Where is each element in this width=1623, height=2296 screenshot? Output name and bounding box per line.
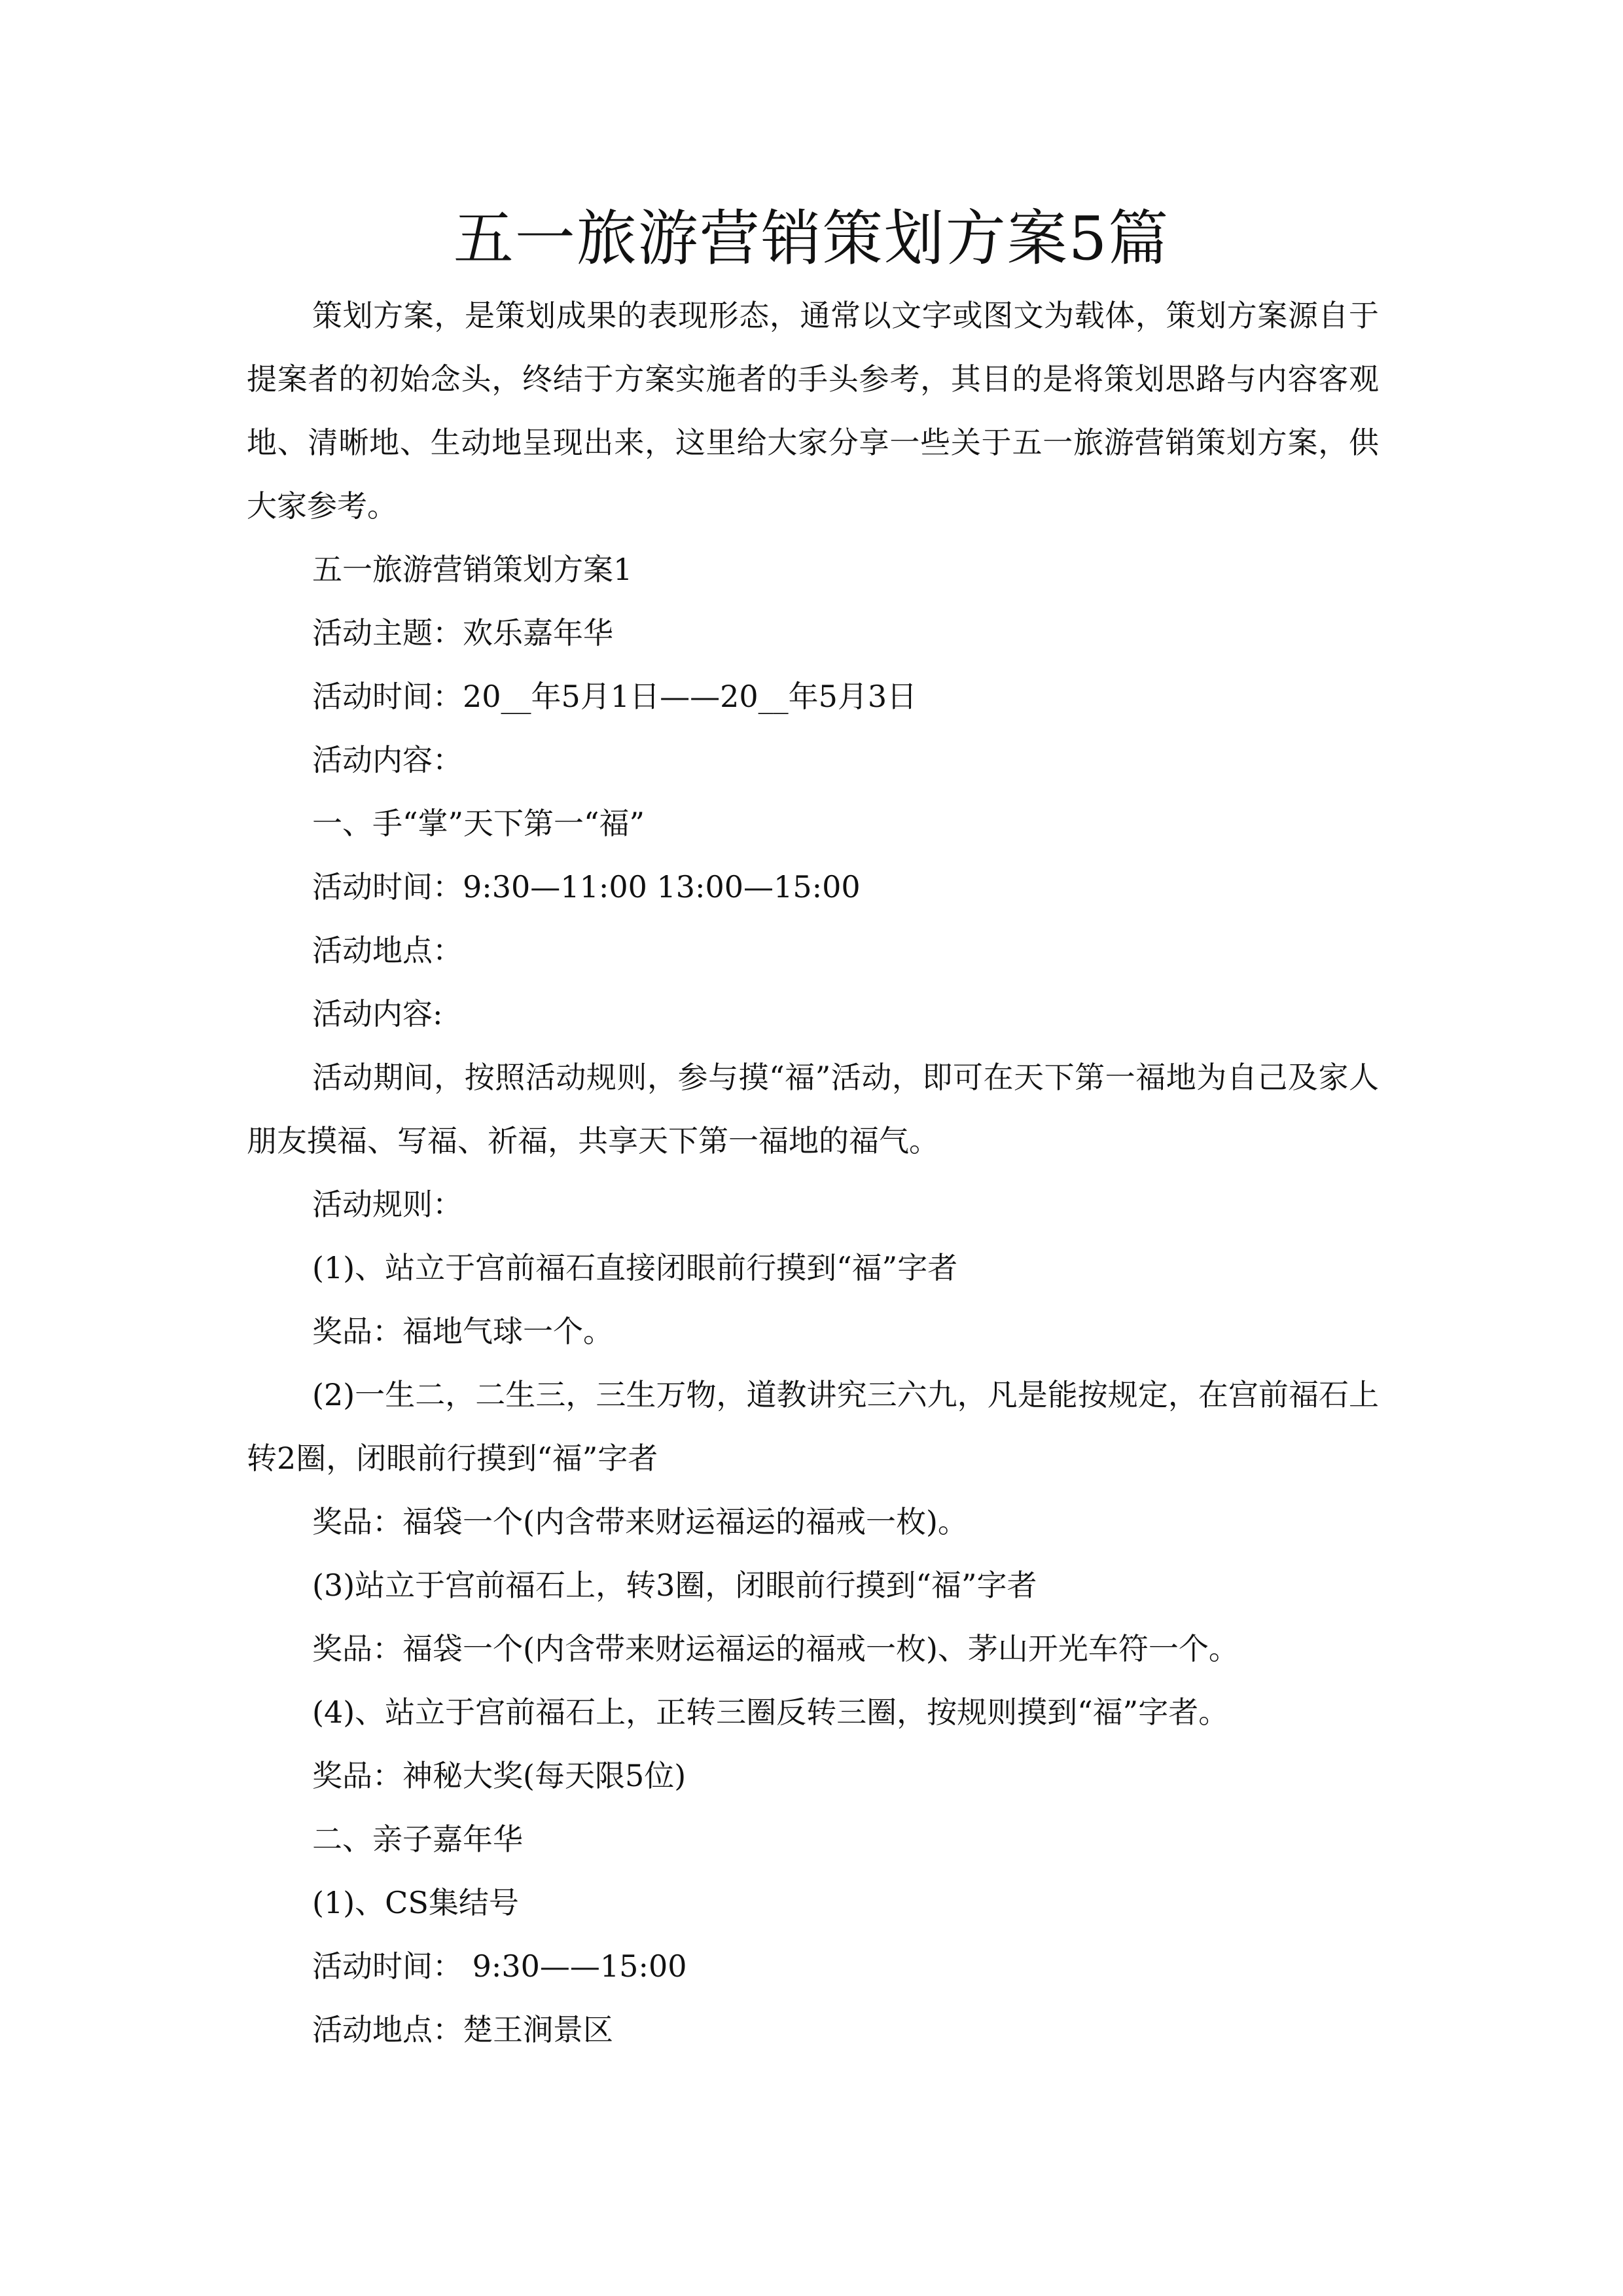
activity-rules-label: 活动规则：	[312, 1187, 463, 1222]
document-title: 五一旅游营销策划方案5篇	[453, 204, 1170, 274]
activity-location-2: 活动地点：楚王涧景区	[312, 2012, 613, 2047]
subsection-heading-1: 一、手“掌”天下第一“福”	[312, 806, 645, 841]
activity-theme: 活动主题：欢乐嘉年华	[312, 615, 613, 651]
rule-2: (2)一生二，二生三，三生万物，道教讲究三六九，凡是能按规定，在宫前福石上转2圈，闭眼前行摸到“福”字者	[247, 1377, 1379, 1476]
prize-4: 奖品：神秘大奖(每天限5位)	[312, 1758, 687, 1793]
activity-time: 活动时间：20__年5月1日——20__年5月3日	[312, 679, 918, 714]
activity-description-1: 活动期间，按照活动规则，参与摸“福”活动，即可在天下第一福地为自己及家人朋友摸福、写福、祈福，共享天下第一福地的福气。	[247, 1060, 1379, 1158]
rule-3: (3)站立于宫前福石上，转3圈，闭眼前行摸到“福”字者	[312, 1568, 1037, 1603]
prize-1: 奖品：福地气球一个。	[312, 1314, 613, 1349]
activity-content-1: 活动内容:	[312, 996, 443, 1031]
activity-content-label: 活动内容：	[312, 742, 463, 778]
subitem-cs: (1)、CS集结号	[312, 1885, 519, 1920]
activity-location-1: 活动地点：	[312, 933, 463, 968]
activity-time-1: 活动时间：9:30—11:00 13:00—15:00	[312, 869, 861, 905]
rule-1: (1)、站立于宫前福石直接闭眼前行摸到“福”字者	[312, 1250, 958, 1285]
document-body	[247, 284, 1379, 2062]
activity-time-2: 活动时间： 9:30——15:00	[312, 1948, 687, 1984]
subsection-heading-2: 二、亲子嘉年华	[312, 1821, 523, 1857]
prize-3: 奖品：福袋一个(内含带来财运福运的福戒一枚)、茅山开光车符一个。	[312, 1631, 1239, 1666]
rule-4: (4)、站立于宫前福石上，正转三圈反转三圈，按规则摸到“福”字者。	[312, 1695, 1229, 1730]
prize-2: 奖品：福袋一个(内含带来财运福运的福戒一枚)。	[312, 1504, 968, 1539]
section-heading-plan-1: 五一旅游营销策划方案1	[312, 552, 633, 587]
intro-paragraph: 策划方案，是策划成果的表现形态，通常以文字或图文为载体，策划方案源自于提案者的初始念头，终结于方案实施者的手头参考，其目的是将策划思路与内容客观地、清晰地、生动地呈现出来，这里给大家分享一些关于五一旅游营销策划方案，供大家参考。	[247, 298, 1379, 524]
